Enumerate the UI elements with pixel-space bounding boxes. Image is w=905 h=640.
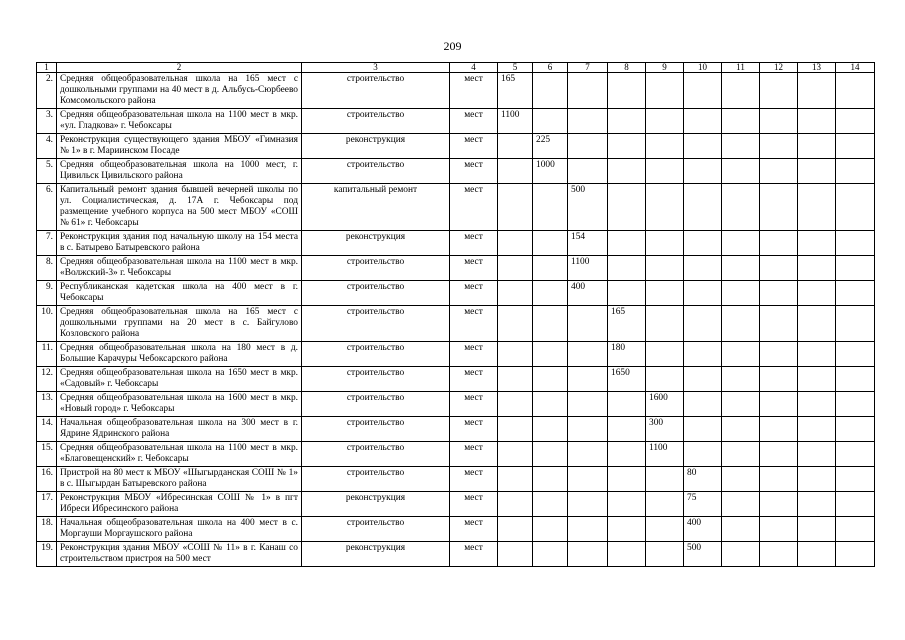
empty-cell: [533, 517, 568, 542]
unit: мест: [450, 517, 498, 542]
empty-cell: [533, 73, 568, 109]
object-name: Средняя общеобразовательная школа на 1100 мест в мкр. «Волжский-3» г. Чебоксары: [57, 256, 302, 281]
object-name: Реконструкция МБОУ «Ибресинская СОШ № 1» в пгт Ибреси Ибресинского района: [57, 492, 302, 517]
empty-cell: [498, 231, 533, 256]
unit: мест: [450, 281, 498, 306]
empty-cell: [646, 281, 684, 306]
empty-cell: [684, 184, 722, 231]
empty-cell: [646, 256, 684, 281]
row-number: 8.: [37, 256, 57, 281]
empty-cell: [760, 73, 798, 109]
table-row: [37, 367, 875, 392]
unit: мест: [450, 134, 498, 159]
empty-cell: [798, 392, 836, 417]
empty-cell: [684, 134, 722, 159]
empty-cell: [798, 492, 836, 517]
empty-cell: [684, 109, 722, 134]
table-row: [37, 109, 875, 134]
empty-cell: [568, 492, 608, 517]
work-type: строительство: [302, 467, 450, 492]
empty-cell: [798, 342, 836, 367]
object-name: Средняя общеобразовательная школа на 165 мест с дошкольными группами на 40 мест в д. Альбусь-Сюрбеево Комсомольского района: [57, 73, 302, 109]
empty-cell: [684, 417, 722, 442]
unit: мест: [450, 367, 498, 392]
empty-cell: [760, 109, 798, 134]
empty-cell: [722, 467, 760, 492]
empty-cell: [836, 542, 875, 567]
empty-cell: [760, 542, 798, 567]
capacity-value: 1100: [646, 442, 684, 467]
empty-cell: [608, 73, 646, 109]
object-name: Средняя общеобразовательная школа на 1100 мест в мкр. «Благовещенский» г. Чебоксары: [57, 442, 302, 467]
empty-cell: [646, 517, 684, 542]
empty-cell: [646, 231, 684, 256]
unit: мест: [450, 492, 498, 517]
object-name: Средняя общеобразовательная школа на 1600 мест в мкр. «Новый город» г. Чебоксары: [57, 392, 302, 417]
empty-cell: [722, 517, 760, 542]
empty-cell: [533, 109, 568, 134]
work-type: строительство: [302, 417, 450, 442]
unit: мест: [450, 442, 498, 467]
work-type: строительство: [302, 256, 450, 281]
unit: мест: [450, 392, 498, 417]
empty-cell: [836, 281, 875, 306]
work-type: строительство: [302, 281, 450, 306]
empty-cell: [568, 442, 608, 467]
empty-cell: [760, 492, 798, 517]
empty-cell: [568, 109, 608, 134]
empty-cell: [836, 517, 875, 542]
empty-cell: [608, 256, 646, 281]
object-name: Республиканская кадетская школа на 400 мест в г. Чебоксары: [57, 281, 302, 306]
empty-cell: [646, 467, 684, 492]
work-type: строительство: [302, 159, 450, 184]
empty-cell: [608, 417, 646, 442]
row-number: 6.: [37, 184, 57, 231]
row-number: 10.: [37, 306, 57, 342]
row-number: 16.: [37, 467, 57, 492]
row-number: 19.: [37, 542, 57, 567]
capacity-value: 75: [684, 492, 722, 517]
empty-cell: [646, 542, 684, 567]
empty-cell: [836, 492, 875, 517]
empty-cell: [760, 231, 798, 256]
empty-cell: [760, 256, 798, 281]
empty-cell: [798, 134, 836, 159]
empty-cell: [498, 492, 533, 517]
object-name: Начальная общеобразовательная школа на 300 мест в г. Ядрине Ядринского района: [57, 417, 302, 442]
table-header-row: [37, 63, 875, 73]
object-name: Средняя общеобразовательная школа на 1000 мест, г. Цивильск Цивильского района: [57, 159, 302, 184]
empty-cell: [836, 367, 875, 392]
empty-cell: [836, 134, 875, 159]
object-name: Пристрой на 80 мест к МБОУ «Шыгырданская СОШ № 1» в с. Шыгырдан Батыревского района: [57, 467, 302, 492]
table-row: [37, 281, 875, 306]
unit: мест: [450, 542, 498, 567]
empty-cell: [533, 442, 568, 467]
empty-cell: [836, 73, 875, 109]
empty-cell: [608, 134, 646, 159]
table-row: [37, 342, 875, 367]
work-type: строительство: [302, 517, 450, 542]
empty-cell: [798, 517, 836, 542]
empty-cell: [760, 159, 798, 184]
table-body: [37, 73, 875, 567]
empty-cell: [722, 367, 760, 392]
empty-cell: [798, 231, 836, 256]
empty-cell: [684, 442, 722, 467]
empty-cell: [760, 367, 798, 392]
empty-cell: [568, 134, 608, 159]
empty-cell: [533, 256, 568, 281]
empty-cell: [798, 109, 836, 134]
empty-cell: [836, 231, 875, 256]
empty-cell: [533, 367, 568, 392]
empty-cell: [568, 342, 608, 367]
empty-cell: [533, 492, 568, 517]
table-row: [37, 231, 875, 256]
row-number: 2.: [37, 73, 57, 109]
row-number: 13.: [37, 392, 57, 417]
row-number: 9.: [37, 281, 57, 306]
table-row: [37, 73, 875, 109]
empty-cell: [722, 73, 760, 109]
empty-cell: [646, 306, 684, 342]
capacity-value: 225: [533, 134, 568, 159]
unit: мест: [450, 159, 498, 184]
unit: мест: [450, 417, 498, 442]
empty-cell: [760, 392, 798, 417]
unit: мест: [450, 231, 498, 256]
unit: мест: [450, 342, 498, 367]
table-row: [37, 417, 875, 442]
empty-cell: [798, 306, 836, 342]
empty-cell: [722, 134, 760, 159]
unit: мест: [450, 256, 498, 281]
empty-cell: [608, 109, 646, 134]
empty-cell: [533, 281, 568, 306]
empty-cell: [533, 342, 568, 367]
empty-cell: [608, 492, 646, 517]
empty-cell: [498, 306, 533, 342]
capacity-value: 1650: [608, 367, 646, 392]
row-number: 14.: [37, 417, 57, 442]
object-name: Начальная общеобразовательная школа на 400 мест в с. Моргауши Моргаушского района: [57, 517, 302, 542]
column-header-2: 2: [57, 63, 302, 73]
empty-cell: [568, 417, 608, 442]
capacity-value: 500: [684, 542, 722, 567]
empty-cell: [498, 367, 533, 392]
capacity-value: 1100: [498, 109, 533, 134]
unit: мест: [450, 467, 498, 492]
empty-cell: [608, 184, 646, 231]
empty-cell: [722, 159, 760, 184]
row-number: 15.: [37, 442, 57, 467]
capacity-value: 1600: [646, 392, 684, 417]
empty-cell: [836, 184, 875, 231]
empty-cell: [722, 492, 760, 517]
empty-cell: [646, 73, 684, 109]
object-name: Средняя общеобразовательная школа на 1650 мест в мкр. «Садовый» г. Чебоксары: [57, 367, 302, 392]
empty-cell: [836, 306, 875, 342]
empty-cell: [568, 367, 608, 392]
empty-cell: [798, 281, 836, 306]
empty-cell: [568, 159, 608, 184]
capacity-value: 400: [684, 517, 722, 542]
capacity-value: 1100: [568, 256, 608, 281]
empty-cell: [798, 73, 836, 109]
empty-cell: [722, 281, 760, 306]
table-row: [37, 306, 875, 342]
empty-cell: [760, 184, 798, 231]
empty-cell: [608, 231, 646, 256]
table-row: [37, 392, 875, 417]
empty-cell: [684, 159, 722, 184]
work-type: капитальный ремонт: [302, 184, 450, 231]
empty-cell: [608, 517, 646, 542]
empty-cell: [533, 184, 568, 231]
column-header-8: 8: [608, 63, 646, 73]
work-type: строительство: [302, 392, 450, 417]
row-number: 4.: [37, 134, 57, 159]
empty-cell: [498, 184, 533, 231]
empty-cell: [646, 159, 684, 184]
empty-cell: [836, 417, 875, 442]
empty-cell: [722, 392, 760, 417]
empty-cell: [646, 184, 684, 231]
empty-cell: [684, 342, 722, 367]
empty-cell: [760, 467, 798, 492]
work-type: строительство: [302, 442, 450, 467]
page-number: 209: [443, 39, 462, 53]
row-number: 18.: [37, 517, 57, 542]
object-name: Реконструкция здания под начальную школу на 154 места в с. Батырево Батыревского района: [57, 231, 302, 256]
work-type: реконструкция: [302, 492, 450, 517]
empty-cell: [533, 542, 568, 567]
empty-cell: [684, 392, 722, 417]
column-header-1: 1: [37, 63, 57, 73]
capacity-value: 80: [684, 467, 722, 492]
empty-cell: [760, 306, 798, 342]
row-number: 12.: [37, 367, 57, 392]
table-row: [37, 517, 875, 542]
capacity-value: 180: [608, 342, 646, 367]
column-header-12: 12: [760, 63, 798, 73]
object-name: Средняя общеобразовательная школа на 180 мест в д. Большие Карачуры Чебоксарского района: [57, 342, 302, 367]
unit: мест: [450, 184, 498, 231]
column-header-7: 7: [568, 63, 608, 73]
empty-cell: [836, 109, 875, 134]
empty-cell: [608, 281, 646, 306]
empty-cell: [722, 542, 760, 567]
empty-cell: [498, 417, 533, 442]
empty-cell: [533, 392, 568, 417]
object-name: Реконструкция существующего здания МБОУ «Гимназия № 1» в г. Мариинском Посаде: [57, 134, 302, 159]
empty-cell: [608, 467, 646, 492]
empty-cell: [836, 342, 875, 367]
empty-cell: [533, 467, 568, 492]
empty-cell: [498, 134, 533, 159]
empty-cell: [568, 73, 608, 109]
empty-cell: [608, 159, 646, 184]
empty-cell: [568, 306, 608, 342]
empty-cell: [498, 542, 533, 567]
empty-cell: [568, 542, 608, 567]
work-type: строительство: [302, 367, 450, 392]
row-number: 3.: [37, 109, 57, 134]
empty-cell: [498, 256, 533, 281]
empty-cell: [684, 281, 722, 306]
empty-cell: [684, 367, 722, 392]
row-number: 11.: [37, 342, 57, 367]
empty-cell: [646, 109, 684, 134]
empty-cell: [798, 417, 836, 442]
empty-cell: [533, 231, 568, 256]
row-number: 17.: [37, 492, 57, 517]
capacity-value: 500: [568, 184, 608, 231]
empty-cell: [646, 367, 684, 392]
empty-cell: [760, 442, 798, 467]
work-type: строительство: [302, 306, 450, 342]
row-number: 5.: [37, 159, 57, 184]
empty-cell: [798, 367, 836, 392]
empty-cell: [684, 256, 722, 281]
empty-cell: [760, 517, 798, 542]
empty-cell: [498, 442, 533, 467]
capacity-value: 165: [608, 306, 646, 342]
empty-cell: [798, 184, 836, 231]
work-type: реконструкция: [302, 542, 450, 567]
empty-cell: [568, 517, 608, 542]
table-row: [37, 442, 875, 467]
empty-cell: [646, 492, 684, 517]
capacity-value: 165: [498, 73, 533, 109]
unit: мест: [450, 109, 498, 134]
empty-cell: [608, 442, 646, 467]
empty-cell: [498, 517, 533, 542]
empty-cell: [722, 442, 760, 467]
empty-cell: [836, 467, 875, 492]
table-row: [37, 134, 875, 159]
table-row: [37, 542, 875, 567]
work-type: строительство: [302, 342, 450, 367]
empty-cell: [760, 281, 798, 306]
column-header-4: 4: [450, 63, 498, 73]
empty-cell: [798, 159, 836, 184]
column-header-9: 9: [646, 63, 684, 73]
empty-cell: [498, 342, 533, 367]
empty-cell: [722, 109, 760, 134]
work-type: реконструкция: [302, 134, 450, 159]
table-row: [37, 492, 875, 517]
empty-cell: [568, 467, 608, 492]
empty-cell: [684, 231, 722, 256]
object-name: Капитальный ремонт здания бывшей вечерней школы по ул. Социалистическая, д. 17А г. Чебоксары под размещение учебного корпуса на 500 мест МБОУ «СОШ № 61» г. Чебоксары: [57, 184, 302, 231]
empty-cell: [722, 184, 760, 231]
column-header-11: 11: [722, 63, 760, 73]
column-header-13: 13: [798, 63, 836, 73]
column-header-10: 10: [684, 63, 722, 73]
empty-cell: [646, 134, 684, 159]
unit: мест: [450, 73, 498, 109]
work-type: реконструкция: [302, 231, 450, 256]
row-number: 7.: [37, 231, 57, 256]
empty-cell: [498, 392, 533, 417]
column-header-3: 3: [302, 63, 450, 73]
capacity-value: 1000: [533, 159, 568, 184]
capacity-value: 154: [568, 231, 608, 256]
empty-cell: [498, 281, 533, 306]
document-table: [36, 62, 875, 567]
empty-cell: [798, 467, 836, 492]
column-header-6: 6: [533, 63, 568, 73]
empty-cell: [608, 392, 646, 417]
column-header-5: 5: [498, 63, 533, 73]
empty-cell: [722, 342, 760, 367]
empty-cell: [646, 342, 684, 367]
empty-cell: [533, 306, 568, 342]
empty-cell: [533, 417, 568, 442]
table-row: [37, 184, 875, 231]
table-row: [37, 467, 875, 492]
object-name: Средняя общеобразовательная школа на 1100 мест в мкр. «ул. Гладкова» г. Чебоксары: [57, 109, 302, 134]
capacity-value: 300: [646, 417, 684, 442]
table-row: [37, 256, 875, 281]
empty-cell: [568, 392, 608, 417]
empty-cell: [684, 306, 722, 342]
empty-cell: [722, 256, 760, 281]
empty-cell: [836, 256, 875, 281]
empty-cell: [836, 392, 875, 417]
empty-cell: [836, 442, 875, 467]
empty-cell: [498, 159, 533, 184]
empty-cell: [722, 231, 760, 256]
empty-cell: [684, 73, 722, 109]
empty-cell: [798, 256, 836, 281]
table-row: [37, 159, 875, 184]
empty-cell: [760, 417, 798, 442]
work-type: строительство: [302, 73, 450, 109]
unit: мест: [450, 306, 498, 342]
empty-cell: [760, 134, 798, 159]
empty-cell: [798, 442, 836, 467]
empty-cell: [760, 342, 798, 367]
empty-cell: [498, 467, 533, 492]
column-header-14: 14: [836, 63, 875, 73]
empty-cell: [608, 542, 646, 567]
empty-cell: [722, 306, 760, 342]
empty-cell: [798, 542, 836, 567]
object-name: Средняя общеобразовательная школа на 165 мест с дошкольными группами на 20 мест в с. Байгулово Козловского района: [57, 306, 302, 342]
empty-cell: [722, 417, 760, 442]
work-type: строительство: [302, 109, 450, 134]
capacity-value: 400: [568, 281, 608, 306]
object-name: Реконструкция здания МБОУ «СОШ № 11» в г. Канаш со строительством пристроя на 500 мест: [57, 542, 302, 567]
empty-cell: [836, 159, 875, 184]
